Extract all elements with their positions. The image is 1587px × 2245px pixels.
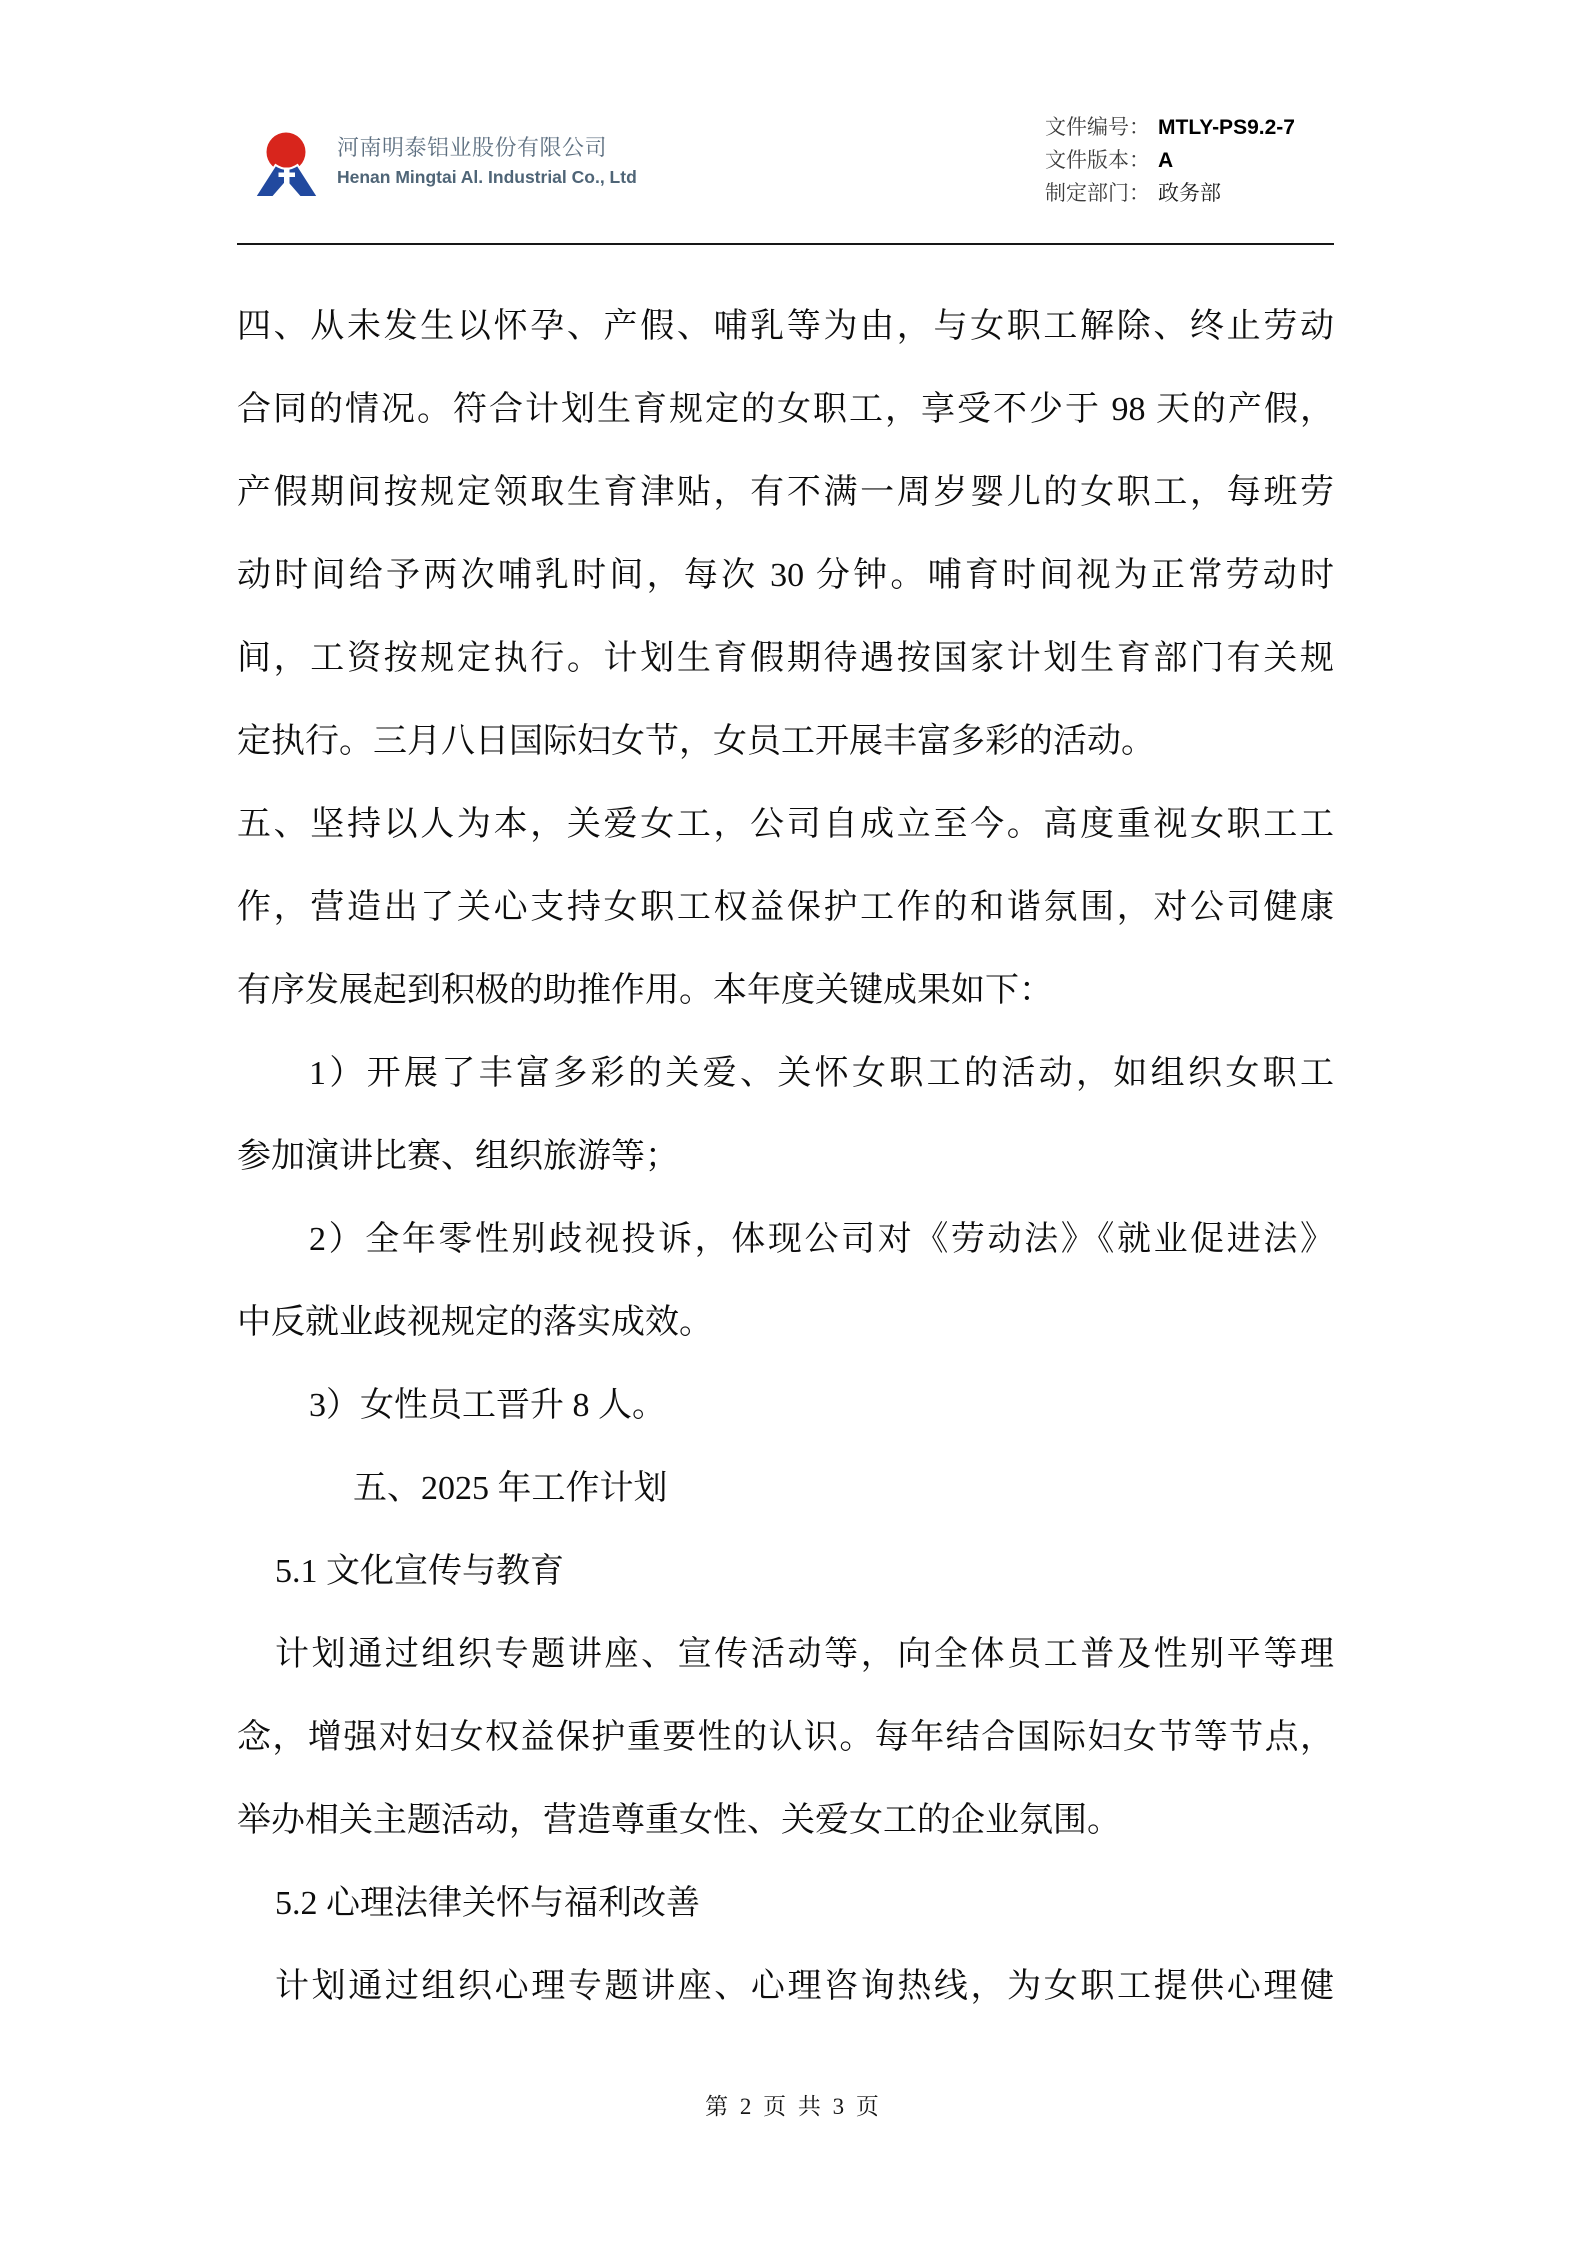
body-line: 举办相关主题活动，营造尊重女性、关爱女工的企业氛围。 (237, 1802, 1121, 1839)
body-line: 间，工资按规定执行。计划生育假期待遇按国家计划生育部门有关规 (237, 640, 1334, 677)
body-line: 计划通过组织专题讲座、宣传活动等，向全体员工普及性别平等理 (275, 1636, 1334, 1673)
company-logo-icon (255, 131, 319, 199)
body-line: 动时间给予两次哺乳时间，每次 30 分钟。哺育时间视为正常劳动时 (237, 557, 1334, 594)
company-name-en: Henan Mingtai Al. Industrial Co., Ltd (337, 167, 637, 187)
doc-meta-value: MTLY-PS9.2-7 (1158, 116, 1295, 139)
doc-meta-label: 文件编号： (1045, 115, 1150, 139)
page-number: 第 2 页 共 3 页 (705, 2094, 882, 2119)
company-name-block (337, 134, 637, 188)
body-line: 四、从未发生以怀孕、产假、哺乳等为由，与女职工解除、终止劳动 (237, 308, 1334, 345)
body-heading: 5.1 文化宣传与教育 (275, 1553, 564, 1590)
header-divider (237, 243, 1334, 245)
page-footer (0, 2088, 1587, 2121)
body-heading: 五、2025 年工作计划 (353, 1470, 668, 1507)
body-line: 中反就业歧视规定的落实成效。 (237, 1304, 713, 1341)
body-line: 1）开展了丰富多彩的关爱、关怀女职工的活动，如组织女职工 (309, 1055, 1334, 1092)
body-line: 念，增强对妇女权益保护重要性的认识。每年结合国际妇女节等节点， (237, 1719, 1334, 1756)
doc-meta-label: 文件版本： (1045, 148, 1150, 172)
body-line: 产假期间按规定领取生育津贴，有不满一周岁婴儿的女职工，每班劳 (237, 474, 1334, 511)
doc-meta-number (1045, 111, 1295, 144)
doc-meta-label: 制定部门： (1045, 181, 1150, 205)
body-line: 计划通过组织心理专题讲座、心理咨询热线，为女职工提供心理健 (275, 1968, 1334, 2005)
company-name-zh: 河南明泰铝业股份有限公司 (337, 135, 608, 160)
doc-meta-value: A (1158, 149, 1174, 172)
doc-meta (1045, 111, 1295, 210)
doc-meta-version (1045, 144, 1295, 177)
body-line: 作，营造出了关心支持女职工权益保护工作的和谐氛围，对公司健康 (237, 889, 1334, 926)
body-line: 定执行。三月八日国际妇女节，女员工开展丰富多彩的活动。 (237, 723, 1155, 760)
body-line: 五、坚持以人为本，关爱女工，公司自成立至今。高度重视女职工工 (237, 806, 1334, 843)
body-line: 3）女性员工晋升 8 人。 (309, 1387, 666, 1424)
body-line: 合同的情况。符合计划生育规定的女职工，享受不少于 98 天的产假， (237, 391, 1334, 428)
document-body (237, 285, 1334, 2028)
body-line: 2）全年零性别歧视投诉，体现公司对《劳动法》《就业促进法》 (309, 1221, 1334, 1258)
body-line: 参加演讲比赛、组织旅游等； (237, 1138, 679, 1175)
doc-meta-value: 政务部 (1158, 181, 1221, 205)
body-line: 有序发展起到积极的助推作用。本年度关键成果如下： (237, 972, 1053, 1009)
doc-meta-department (1045, 177, 1295, 210)
body-heading: 5.2 心理法律关怀与福利改善 (275, 1885, 700, 1922)
